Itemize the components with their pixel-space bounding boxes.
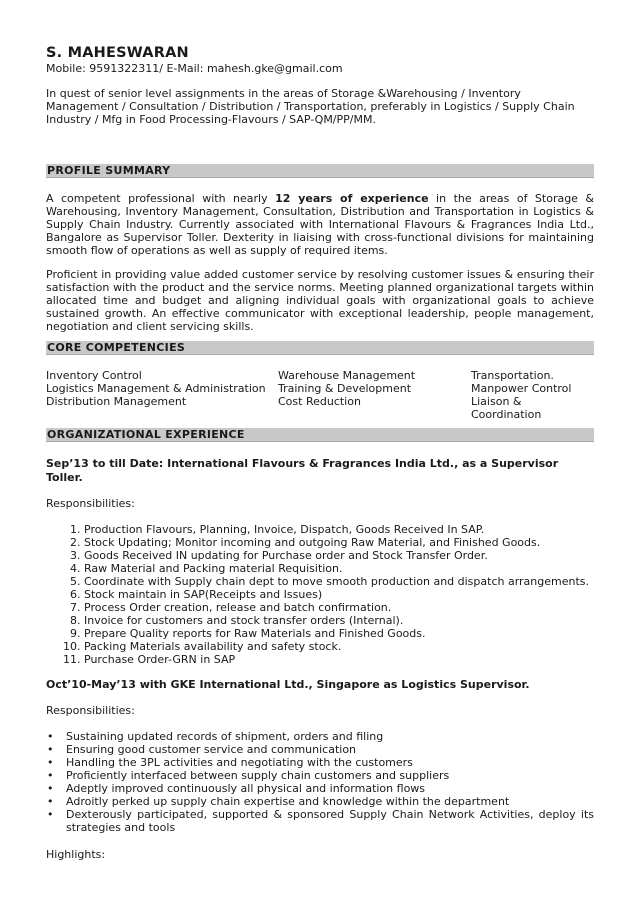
- job-1-responsibilities-label: Responsibilities:: [46, 497, 135, 510]
- highlights-label: Highlights:: [46, 848, 106, 861]
- list-item-text: Sustaining updated records of shipment, orders and filing: [66, 730, 384, 743]
- core-competencies-heading: CORE COMPETENCIES: [46, 341, 594, 355]
- job-2-responsibilities-label: Responsibilities:: [46, 704, 135, 717]
- competency-item: Liaison & Coordination: [471, 395, 542, 421]
- competency-item: Cost Reduction: [278, 395, 361, 408]
- objective-text: In quest of senior level assignments in the areas of Storage &Warehousing / Inventory Management / Consultation / Distribution / Transportation, preferably in Logistics / Supply Chain Industry / Mfg in Food Processing-Flavours / SAP-QM/PP/MM.: [46, 87, 575, 126]
- list-item-text: Ensuring good customer service and communication: [66, 743, 357, 756]
- list-item: [47, 756, 594, 769]
- bullet-icon: •: [47, 795, 54, 808]
- bullet-icon: •: [47, 769, 54, 782]
- list-item: 9. Prepare Quality reports for Raw Materials and Finished Goods.: [84, 627, 594, 640]
- candidate-name: S. MAHESWARAN: [46, 45, 189, 61]
- competency-item: Manpower Control: [471, 382, 572, 395]
- profile-paragraph-1: [46, 192, 594, 257]
- competency-item: Distribution Management: [46, 395, 187, 408]
- list-item: 5. Coordinate with Supply chain dept to move smooth production and dispatch arrangements.: [84, 575, 594, 588]
- list-item: [47, 808, 594, 834]
- profile-summary-heading: PROFILE SUMMARY: [46, 164, 594, 178]
- list-item-text: Dexterously participated, supported & sponsored Supply Chain Network Activities, deploy its strategies and tools: [66, 808, 594, 834]
- competency-item: Logistics Management & Administration: [46, 382, 266, 395]
- experience-years: 12 years of experience: [275, 192, 429, 205]
- list-item: [47, 743, 594, 756]
- profile-paragraph-2: Proficient in providing value added customer service by resolving customer issues & ensuring their satisfaction with the product and the service norms. Meeting planned organizational targets within allocated time and budget and aligning individual goals with organizational goals to achieve sustained growth. An effective communicator with exceptional leadership, people management, negotiation and client servicing skills.: [46, 268, 594, 333]
- contact-line: Mobile: 9591322311/ E-Mail: mahesh.gke@gmail.com: [46, 62, 343, 75]
- competency-item: Transportation.: [471, 369, 554, 382]
- list-item: 7. Process Order creation, release and batch confirmation.: [84, 601, 594, 614]
- bullet-icon: •: [47, 756, 54, 769]
- bullet-icon: •: [47, 808, 54, 821]
- list-item-text: Adroitly perked up supply chain expertise and knowledge within the department: [66, 795, 510, 808]
- list-item-text: Handling the 3PL activities and negotiating with the customers: [66, 756, 413, 769]
- competency-item: Inventory Control: [46, 369, 142, 382]
- list-item: [47, 782, 594, 795]
- job-2-title: Oct’10-May’13 with GKE International Ltd., Singapore as Logistics Supervisor.: [46, 678, 530, 691]
- list-item-text: Proficiently interfaced between supply chain customers and suppliers: [66, 769, 450, 782]
- resume-page: [46, 44, 594, 861]
- list-item: 11. Purchase Order-GRN in SAP: [84, 653, 594, 666]
- organizational-experience-heading: ORGANIZATIONAL EXPERIENCE: [46, 428, 594, 442]
- list-item-text: Adeptly improved continuously all physical and information flows: [66, 782, 426, 795]
- list-item: 10. Packing Materials availability and safety stock.: [84, 640, 594, 653]
- competency-item: Warehouse Management: [278, 369, 416, 382]
- profile-p1-start: A competent professional with nearly: [46, 192, 276, 205]
- list-item: 4. Raw Material and Packing material Requisition.: [84, 562, 594, 575]
- job-1-title: Sep’13 to till Date: International Flavours & Fragrances India Ltd., as a Supervisor Toller.: [46, 457, 559, 484]
- job-2-responsibilities-list: [46, 730, 594, 834]
- list-item: 8. Invoice for customers and stock transfer orders (Internal).: [84, 614, 594, 627]
- bullet-icon: •: [47, 743, 54, 756]
- list-item: 2. Stock Updating; Monitor incoming and outgoing Raw Material, and Finished Goods.: [84, 536, 594, 549]
- list-item: 1. Production Flavours, Planning, Invoice, Dispatch, Goods Received In SAP.: [84, 523, 594, 536]
- list-item: [47, 795, 594, 808]
- list-item: 3. Goods Received IN updating for Purchase order and Stock Transfer Order.: [84, 549, 594, 562]
- bullet-icon: •: [47, 782, 54, 795]
- list-item: [47, 769, 594, 782]
- list-item: 6. Stock maintain in SAP(Receipts and Issues): [84, 588, 594, 601]
- profile-p1-rest: in the areas of Storage & Warehousing, Inventory Management, Consultation, Distribution and Transportation in Logistics & Supply Chain Industry. Currently associated with International Flavours & Fragrances India Ltd., Bangalore as Supervisor Toller. Dexterity in liaising with cross-functional divisions for maintaining smooth flow of operations as well as supply of required items.: [46, 192, 595, 257]
- competencies-grid: [46, 369, 594, 421]
- bullet-icon: •: [47, 730, 54, 743]
- list-item: [47, 730, 594, 743]
- competency-item: Training & Development: [278, 382, 412, 395]
- job-1-responsibilities-list: [46, 523, 594, 666]
